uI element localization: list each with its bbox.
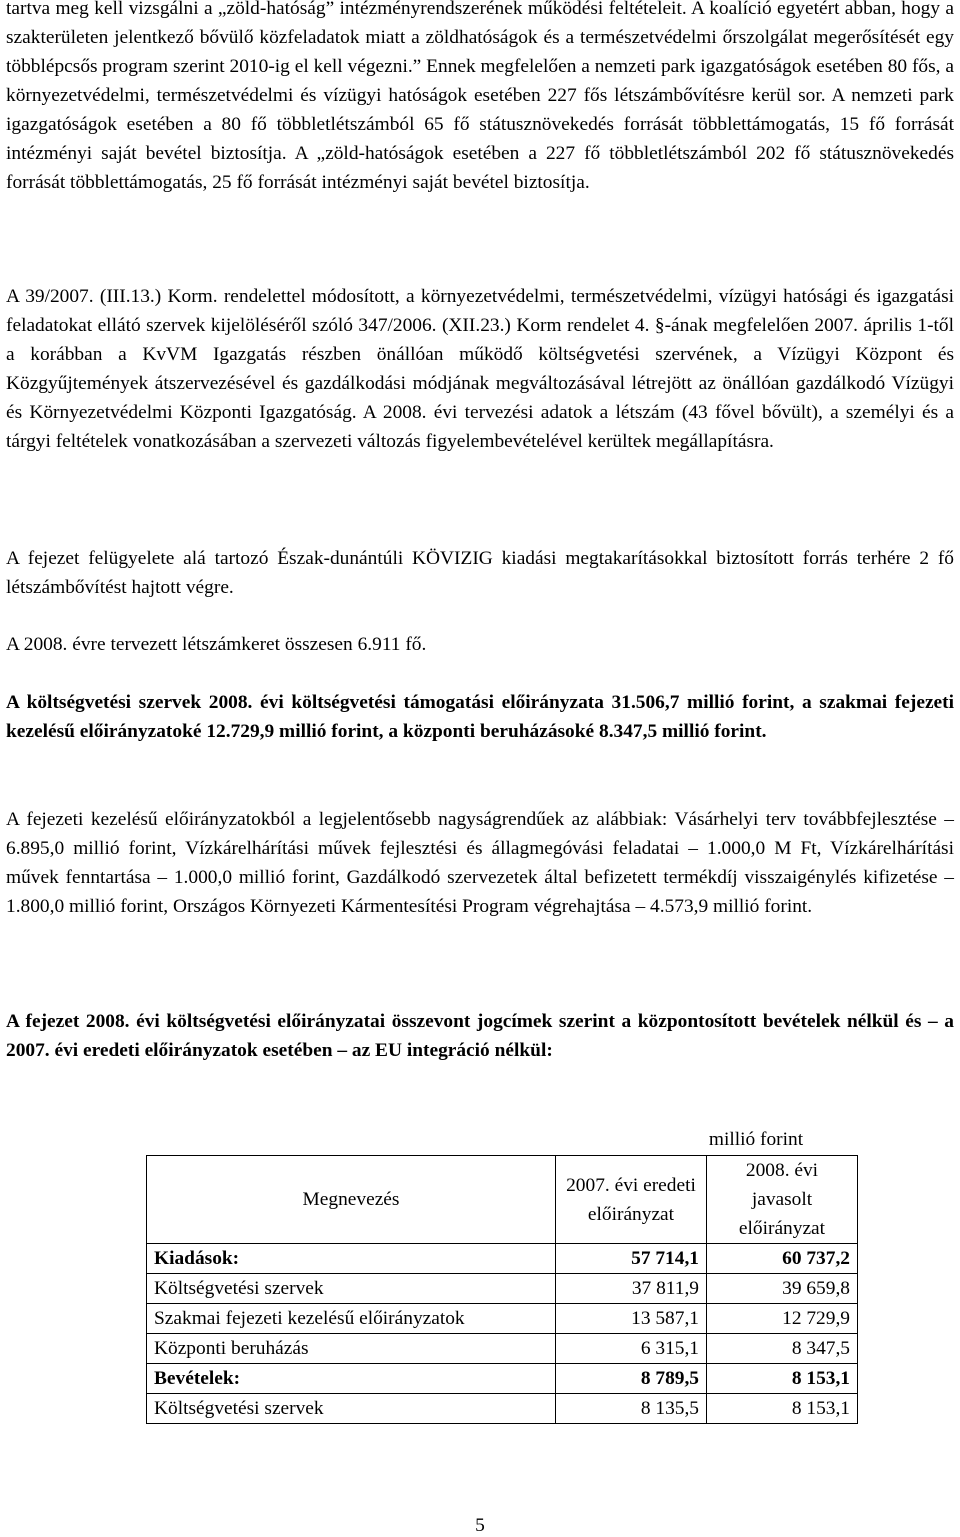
table-row	[147, 1364, 858, 1394]
row-name: Költségvetési szervek	[147, 1394, 556, 1424]
row-name: Szakmai fejezeti kezelésű előirányzatok	[147, 1304, 556, 1334]
row-name: Központi beruházás	[147, 1334, 556, 1364]
table-row	[147, 1334, 858, 1364]
body-paragraph: A fejezet felügyelete alá tartozó Észak-dunántúli KÖVIZIG kiadási megtakarításokkal biztosított forrás terhére 2 fő létszámbővítést hajtott végre.	[6, 548, 954, 598]
row-value-2007: 6 315,1	[556, 1334, 707, 1364]
table-heading: A fejezet 2008. évi költségvetési előirányzatai összevont jogcímek szerint a központosított bevételek nélkül és – a 2007. évi eredeti előirányzatok esetében – az EU integráció nélkül:	[6, 1011, 954, 1061]
row-value-2008: 12 729,9	[707, 1304, 858, 1334]
table-unit-label: millió forint	[708, 1129, 804, 1150]
row-name: Bevételek:	[147, 1364, 556, 1394]
header-2008: 2008. évi javasolt előirányzat	[707, 1156, 858, 1244]
table-header-row	[147, 1156, 858, 1244]
body-paragraph: A 39/2007. (III.13.) Korm. rendelettel módosított, a környezetvédelmi, természetvédelmi, vízügyi hatósági és igazgatási feladatokat ellátó szervek kijelöléséről szóló 347/2006. (XII.23.) Korm rendelet 4. §-ának megfelelően 2007. április 1-től a korábban a KvVM Igazgatás részben önállóan működő költségvetési szervének, a Vízügyi Központ és Közgyűjtemények átszervezésével és gazdálkodási módjának megváltozásával létrejött az önállóan gazdálkodó Vízügyi és Környezetvédelmi Központi Igazgatóság. A 2008. évi tervezési adatok a létszám (43 fővel bővült), a személyi és a tárgyi feltételek vonatkozásában a szervezeti változás figyelembevételével kerültek megállapításra.	[6, 286, 954, 452]
header-2007: 2007. évi eredeti előirányzat	[556, 1156, 707, 1244]
row-value-2008: 39 659,8	[707, 1274, 858, 1304]
page-number: 5	[475, 1515, 485, 1536]
row-name: Költségvetési szervek	[147, 1274, 556, 1304]
row-value-2007: 8 135,5	[556, 1394, 707, 1424]
row-value-2008: 8 153,1	[707, 1394, 858, 1424]
row-value-2007: 13 587,1	[556, 1304, 707, 1334]
row-value-2008: 8 347,5	[707, 1334, 858, 1364]
row-value-2007: 8 789,5	[556, 1364, 707, 1394]
body-paragraph: A fejezeti kezelésű előirányzatokból a legjelentősebb nagyságrendűek az alábbiak: Vásárhelyi terv továbbfejlesztése – 6.895,0 millió forint, Vízkárelhárítási művek fejlesztési és állagmegóvási feladatai – 1.000,0 M Ft, Vízkárelhárítási művek fenntartása – 1.000,0 millió forint, Gazdálkodó szervezetek által befizetett termékdíj visszaigénylés kifizetése – 1.800,0 millió forint, Országos Környezeti Kármentesítési Program végrehajtása – 4.573,9 millió forint.	[6, 809, 954, 917]
table-row	[147, 1394, 858, 1424]
row-value-2007: 57 714,1	[556, 1244, 707, 1274]
body-paragraph: tartva meg kell vizsgálni a „zöld-hatóság” intézményrendszerének működési feltételeit. A koalíció egyetért abban, hogy a szakterületen jelentkező bővülő közfeladatok miatt a zöldhatóságok és a természetvédelmi őrszolgálat megerősítését egy többlépcsős program szerint 2010-ig el kell végezni.” Ennek megfelelően a nemzeti park igazgatóságok esetében 80 fős, a környezetvédelmi, természetvédelmi és vízügyi hatóságok esetében 227 fős létszámbővítésre kerül sor. A nemzeti park igazgatóságok esetében a 80 fő többletlétszámból 65 fő státusznövekedés forrását többlettámogatás, 15 fő forrását intézményi saját bevétel biztosítja. A „zöld-hatóságok esetében a 227 fő többletlétszámból 202 fő státusznövekedés forrását többlettámogatás, 25 fő forrását intézményi saját bevétel biztosítja.	[6, 0, 954, 193]
header-name: Megnevezés	[147, 1156, 556, 1244]
bold-paragraph: A költségvetési szervek 2008. évi költségvetési támogatási előirányzata 31.506,7 millió forint, a szakmai fejezeti kezelésű előirányzatoké 12.729,9 millió forint, a központi beruházásoké 8.347,5 millió forint.	[6, 692, 954, 742]
row-value-2007: 37 811,9	[556, 1274, 707, 1304]
table-row	[147, 1244, 858, 1274]
row-name: Kiadások:	[147, 1244, 556, 1274]
table-row	[147, 1304, 858, 1334]
budget-table	[146, 1155, 858, 1424]
table-row	[147, 1274, 858, 1304]
row-value-2008: 8 153,1	[707, 1364, 858, 1394]
body-paragraph: A 2008. évre tervezett létszámkeret összesen 6.911 fő.	[6, 634, 427, 655]
row-value-2008: 60 737,2	[707, 1244, 858, 1274]
